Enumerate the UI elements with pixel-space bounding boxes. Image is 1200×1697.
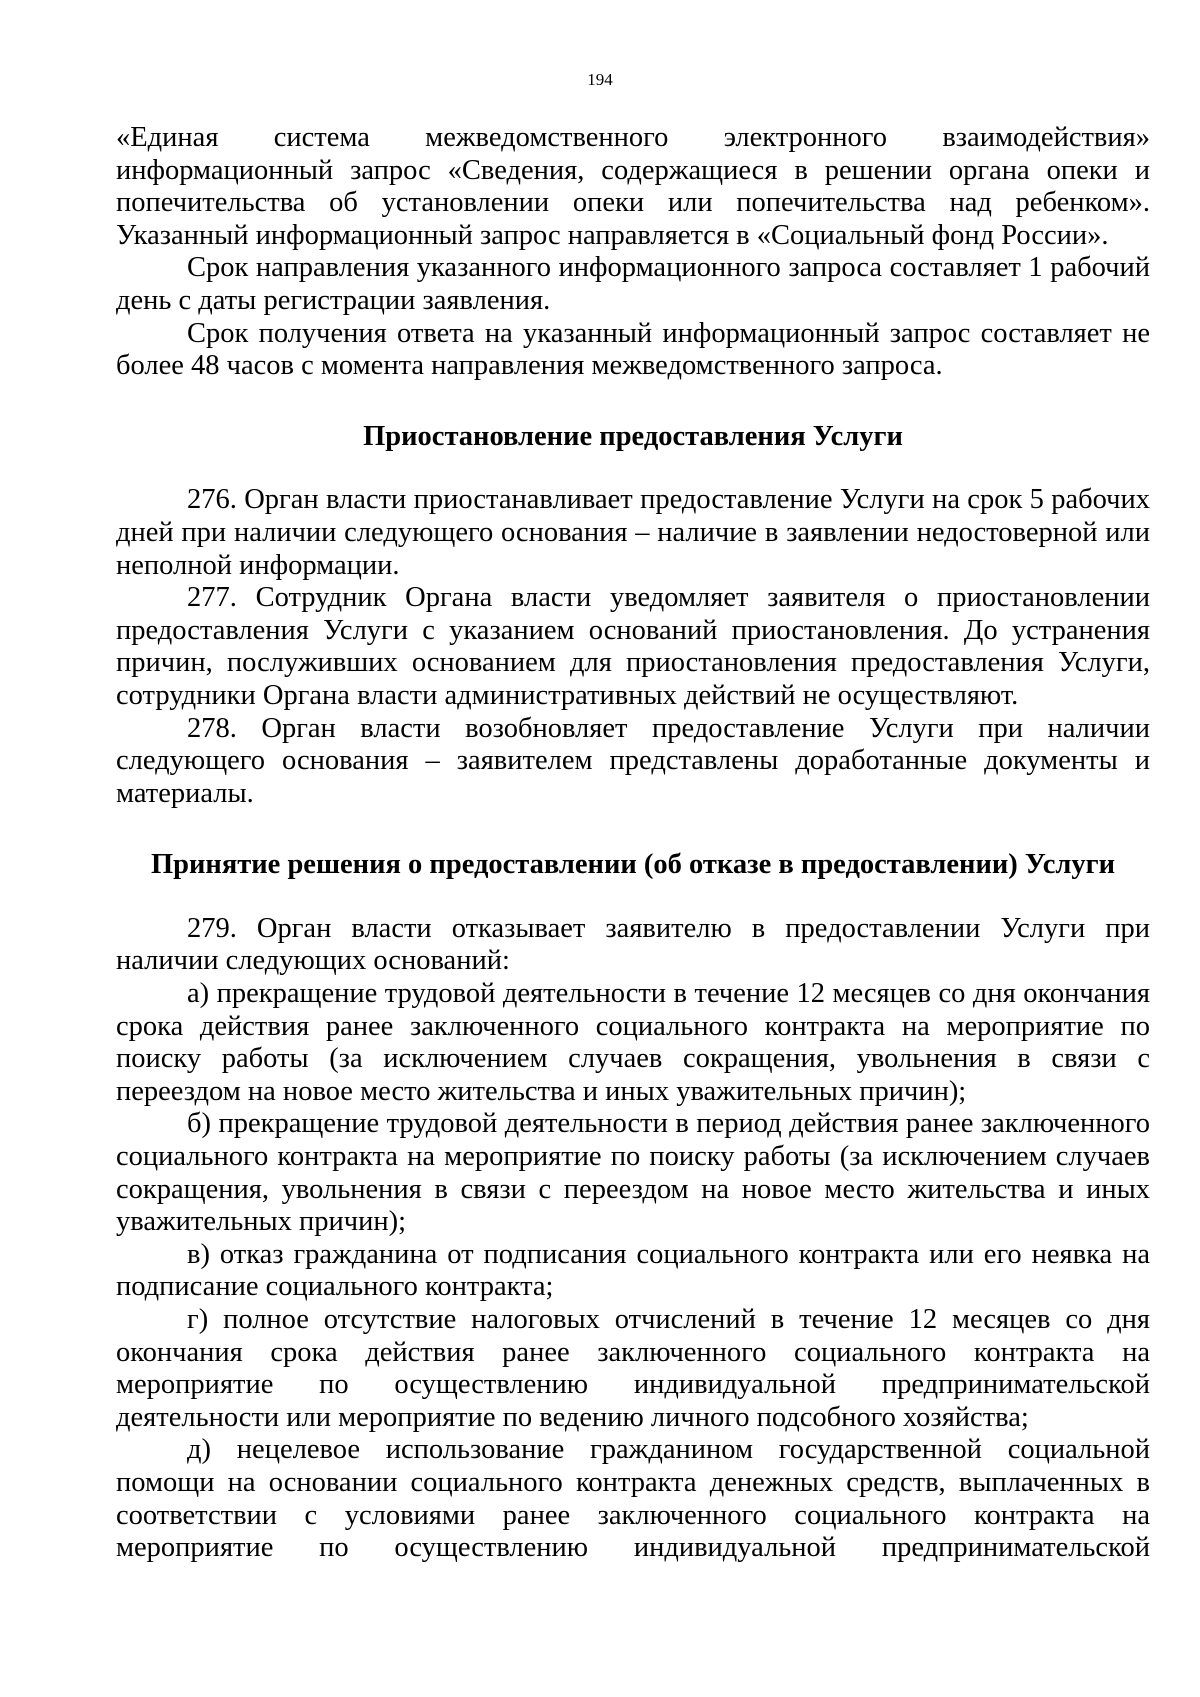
list-item-a: а) прекращение трудовой деятельности в течение 12 месяцев со дня окончания срока действия ранее заключенного социального контракта на мероприятие по поиску работы (за исключением случаев сокращения, увольнения в связи с переездом на новое место жительства и иных уважительных причин); [116, 978, 1150, 1107]
response-term-paragraph: Срок получения ответа на указанный информационный запрос составляет не более 48 часов с момента направления межведомственного запроса. [116, 317, 1150, 382]
intro-paragraph: «Единая система межведомственного электронного взаимодействия» информационный запрос «Сведения, содержащиеся в решении органа опеки и попечительства об установлении опеки или попечительства над ребенком». Указанный информационный запрос направляется в «Социальный фонд России». [116, 122, 1150, 251]
list-item-v: в) отказ гражданина от подписания социального контракта или его неявка на подписание социального контракта; [116, 1238, 1150, 1303]
paragraph-276: 276. Орган власти приостанавливает предоставление Услуги на срок 5 рабочих дней при наличии следующего основания – наличие в заявлении недостоверной или неполной информации. [116, 484, 1150, 581]
document-body [116, 122, 1150, 1565]
list-item-d: д) нецелевое использование гражданином государственной социальной помощи на основании социального контракта денежных средств, выплаченных в соответствии с условиями ранее заключенного социального контракта на мероприятие по осуществлению индивидуальной предпринимательской [116, 1434, 1150, 1564]
paragraph-277: 277. Сотрудник Органа власти уведомляет заявителя о приостановлении предоставления Услуги с указанием оснований приостановления. До устранения причин, послуживших основанием для приостановления предоставления Услуги, сотрудники Органа власти административных действий не осуществляют. [116, 582, 1150, 711]
section-heading-suspension: Приостановление предоставления Услуги [363, 420, 903, 452]
paragraph-278: 278. Орган власти возобновляет предоставление Услуги при наличии следующего основания – заявителем представлены доработанные документы и материалы. [116, 712, 1150, 809]
request-sending-term-paragraph: Срок направления указанного информационного запроса составляет 1 рабочий день с даты регистрации заявления. [116, 252, 1150, 316]
page-number: 194 [587, 70, 613, 89]
paragraph-279: 279. Орган власти отказывает заявителю в предоставлении Услуги при наличии следующих оснований: [116, 912, 1150, 977]
section-heading-decision: Принятие решения о предоставлении (об отказе в предоставлении) Услуги [150, 849, 1115, 881]
list-item-b: б) прекращение трудовой деятельности в период действия ранее заключенного социального контракта на мероприятие по поиску работы (за исключением случаев сокращения, увольнения в связи с переездом на новое место жительства и иных уважительных причин); [116, 1108, 1150, 1238]
list-item-g: г) полное отсутствие налоговых отчислений в течение 12 месяцев со дня окончания срока действия ранее заключенного социального контракта на мероприятие по осуществлению индивидуальной предпринимательской деятельности или мероприятие по ведению личного подсобного хозяйства; [116, 1304, 1150, 1433]
